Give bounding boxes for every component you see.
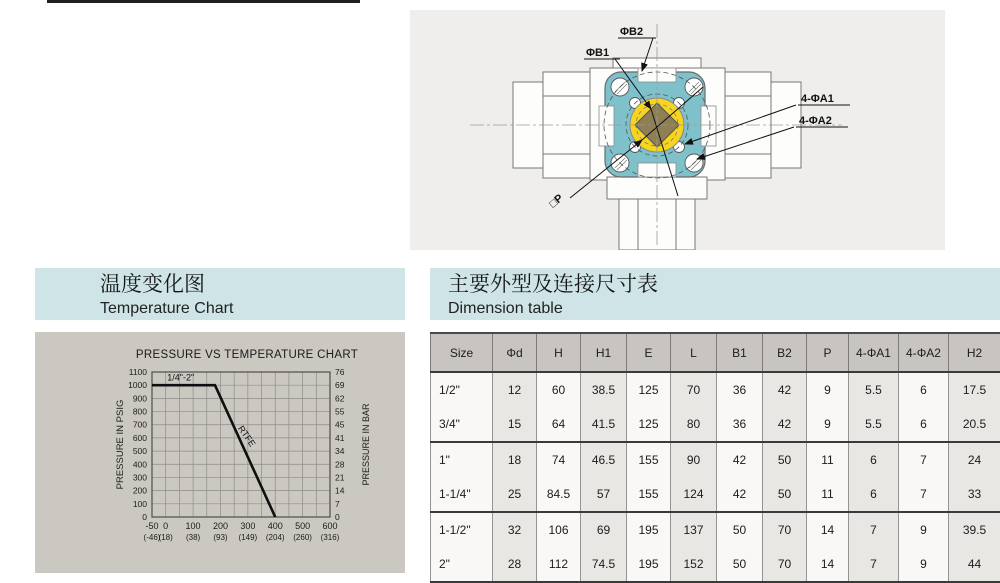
xtick-f: 300 [240,521,255,531]
table-cell: 17.5 [949,372,1000,407]
xtick-f: 100 [186,521,201,531]
ytick-psig: 300 [133,472,147,482]
table-cell: 39.5 [949,512,1000,547]
dimension-table-wrap [430,332,1000,583]
table-cell: 42 [763,407,807,442]
table-row [431,512,1000,547]
dim-label-a2: 4-ΦA2 [799,115,832,127]
table-cell: 2" [431,547,493,582]
table-cell: 41.5 [581,407,627,442]
table-column-header: B2 [763,333,807,372]
ytick-bar: 7 [335,499,340,509]
table-cell: 80 [671,407,717,442]
table-column-header: P [807,333,849,372]
ytick-bar: 0 [335,512,340,522]
table-cell: 152 [671,547,717,582]
table-column-header: H [537,333,581,372]
table-cell: 33 [949,477,1000,512]
xtick-c: (38) [186,533,201,542]
dim-label-a1: 4-ΦA1 [801,93,834,105]
table-cell: 70 [671,372,717,407]
table-cell: 155 [627,477,671,512]
xtick-c: (-46) [144,533,161,542]
dim-label-b2: ΦB2 [620,26,643,38]
ytick-bar: 76 [335,367,345,377]
xtick-c: (18) [159,533,174,542]
table-column-header: H1 [581,333,627,372]
table-cell: 6 [849,442,899,477]
dim-label-p: □P [547,192,565,210]
chart-annotation: RTFE [236,424,258,449]
table-cell: 7 [899,477,949,512]
xtick-f: 400 [268,521,283,531]
table-cell: 74.5 [581,547,627,582]
table-cell: 18 [493,442,537,477]
table-cell: 28 [493,547,537,582]
table-cell: 7 [899,442,949,477]
table-cell: 69 [581,512,627,547]
table-cell: 1-1/2" [431,512,493,547]
table-column-header: 4-ΦA1 [849,333,899,372]
table-cell: 24 [949,442,1000,477]
chart-annotation: 1/4"-2" [167,373,194,383]
table-column-header: L [671,333,717,372]
table-cell: 50 [717,547,763,582]
table-cell: 3/4" [431,407,493,442]
xtick-f: 200 [213,521,228,531]
table-column-header: H2 [949,333,1000,372]
ytick-psig: 200 [133,486,147,496]
table-column-header: 4-ΦA2 [899,333,949,372]
table-cell: 20.5 [949,407,1000,442]
table-header-row [431,333,1000,372]
table-cell: 11 [807,477,849,512]
table-cell: 46.5 [581,442,627,477]
table-row [431,442,1000,477]
ytick-bar: 55 [335,407,345,417]
table-column-header: E [627,333,671,372]
table-cell: 57 [581,477,627,512]
table-cell: 124 [671,477,717,512]
table-cell: 6 [899,372,949,407]
table-row [431,372,1000,407]
xtick-c: (204) [266,533,285,542]
xtick-c: (149) [239,533,258,542]
table-cell: 36 [717,407,763,442]
table-cell: 36 [717,372,763,407]
ytick-psig: 700 [133,420,147,430]
table-cell: 44 [949,547,1000,582]
temperature-chart-header [35,268,405,320]
ytick-bar: 14 [335,486,345,496]
xtick-f: 600 [322,521,337,531]
table-cell: 74 [537,442,581,477]
table-cell: 1" [431,442,493,477]
ytick-psig: 0 [142,512,147,522]
table-cell: 90 [671,442,717,477]
table-cell: 38.5 [581,372,627,407]
table-cell: 7 [849,512,899,547]
dimension-table-header [430,268,1000,320]
table-cell: 6 [899,407,949,442]
temperature-chart-title-cn: 温度变化图 [100,271,405,298]
ytick-bar: 62 [335,393,345,403]
page-top-rule [47,0,360,3]
table-row [431,407,1000,442]
ytick-psig: 400 [133,459,147,469]
y-axis-label-left: PRESSURE IN PSIG [115,400,126,490]
table-cell: 70 [763,547,807,582]
valve-diagram-panel [410,10,945,250]
ytick-bar: 41 [335,433,345,443]
table-cell: 50 [763,477,807,512]
table-cell: 15 [493,407,537,442]
xtick-f: 500 [295,521,310,531]
table-cell: 12 [493,372,537,407]
table-cell: 14 [807,512,849,547]
xtick-c: (260) [293,533,312,542]
valve-top-view-drawing [410,10,945,250]
table-cell: 50 [717,512,763,547]
dimension-table-title-cn: 主要外型及连接尺寸表 [448,271,1000,298]
table-column-header: Φd [493,333,537,372]
dimension-table [430,332,1000,583]
table-cell: 9 [807,407,849,442]
table-cell: 84.5 [537,477,581,512]
ytick-psig: 900 [133,393,147,403]
table-cell: 42 [763,372,807,407]
table-cell: 1/2" [431,372,493,407]
ytick-bar: 21 [335,472,345,482]
ytick-psig: 100 [133,499,147,509]
pressure-temperature-chart-panel [35,332,405,573]
dimension-table-title-en: Dimension table [448,298,1000,319]
y-axis-label-right: PRESSURE IN BAR [361,403,371,486]
table-cell: 106 [537,512,581,547]
table-cell: 9 [899,547,949,582]
ytick-bar: 28 [335,459,345,469]
ytick-psig: 500 [133,446,147,456]
table-cell: 1-1/4" [431,477,493,512]
table-cell: 137 [671,512,717,547]
table-cell: 125 [627,372,671,407]
table-cell: 9 [807,372,849,407]
xtick-f: 0 [163,521,168,531]
table-cell: 42 [717,442,763,477]
table-cell: 195 [627,547,671,582]
ytick-bar: 69 [335,380,345,390]
table-cell: 64 [537,407,581,442]
table-cell: 125 [627,407,671,442]
table-row [431,547,1000,582]
ytick-bar: 34 [335,446,345,456]
xtick-f: -50 [145,521,158,531]
ytick-psig: 800 [133,407,147,417]
table-cell: 155 [627,442,671,477]
table-cell: 60 [537,372,581,407]
xtick-c: (316) [321,533,340,542]
pressure-temperature-chart [35,332,405,573]
table-cell: 14 [807,547,849,582]
table-cell: 11 [807,442,849,477]
ytick-psig: 600 [133,433,147,443]
table-column-header: Size [431,333,493,372]
ytick-bar: 45 [335,420,345,430]
table-cell: 32 [493,512,537,547]
table-cell: 50 [763,442,807,477]
table-row [431,477,1000,512]
table-cell: 195 [627,512,671,547]
chart-title: PRESSURE VS TEMPERATURE CHART [136,349,358,361]
table-cell: 5.5 [849,372,899,407]
xtick-c: (93) [213,533,228,542]
table-cell: 9 [899,512,949,547]
table-cell: 42 [717,477,763,512]
dim-label-b1: ΦB1 [586,47,609,59]
table-cell: 5.5 [849,407,899,442]
table-cell: 112 [537,547,581,582]
ytick-psig: 1100 [129,367,148,377]
ytick-psig: 1000 [128,380,147,390]
temperature-chart-title-en: Temperature Chart [100,298,405,319]
table-cell: 70 [763,512,807,547]
table-column-header: B1 [717,333,763,372]
table-cell: 6 [849,477,899,512]
table-cell: 7 [849,547,899,582]
table-cell: 25 [493,477,537,512]
